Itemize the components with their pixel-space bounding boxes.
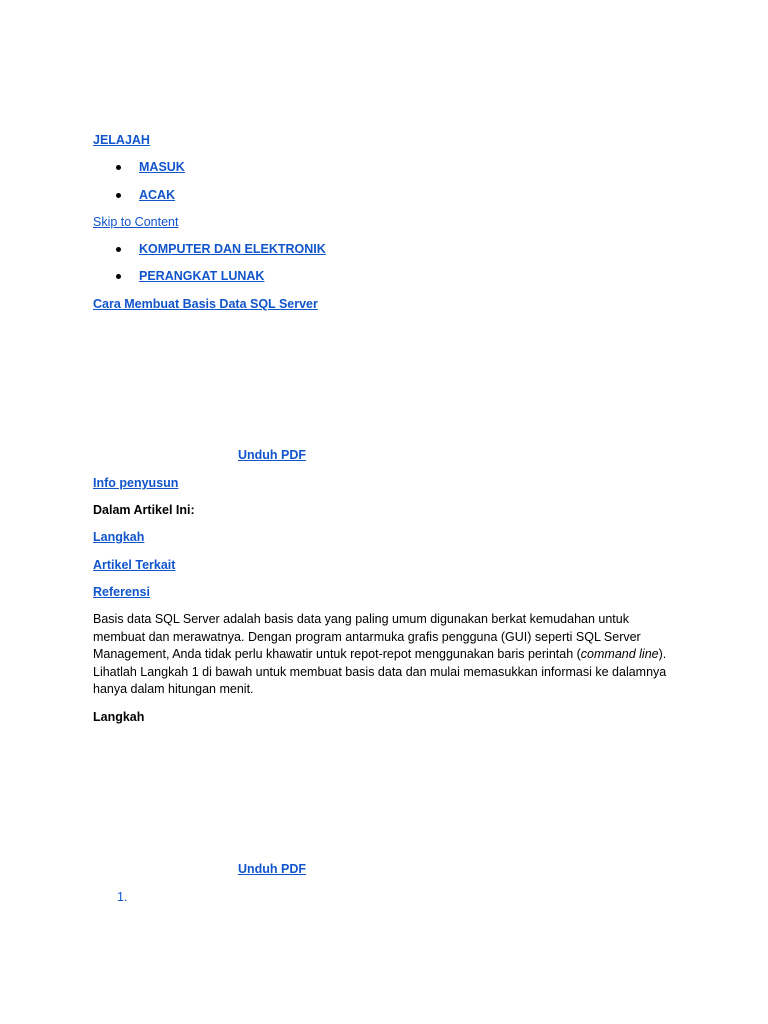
- intro-italic-term: command line: [580, 647, 659, 661]
- intro-text: Basis data SQL Server adalah basis data yang paling umum digunakan berkat kemudahan untuk membuat dan merawatnya. Dengan program antarmuka grafis pengguna (GUI) seperti SQL Server Management, Anda tidak perlu khawatir untuk repot-repot menggunakan baris perintah (: [93, 612, 641, 661]
- download-pdf-link-2[interactable]: Unduh PDF: [238, 862, 307, 876]
- bullet: [116, 247, 121, 252]
- toc-heading: Dalam Artikel Ini:: [93, 503, 195, 517]
- toc-item-related-articles-link[interactable]: Artikel Terkait: [93, 558, 176, 572]
- bullet: [116, 274, 121, 279]
- category-computers-electronics-link[interactable]: KOMPUTER DAN ELEKTRONIK: [139, 242, 326, 256]
- intro-text-end: ). Lihatlah Langkah 1 di bawah untuk membuat basis data dan mulai memasukkan informasi ke dalamnya hanya dalam hitungan menit.: [93, 647, 667, 696]
- article-title-link[interactable]: Cara Membuat Basis Data SQL Server: [93, 297, 318, 311]
- toc-item-references-link[interactable]: Referensi: [93, 585, 150, 599]
- nav-item-acak[interactable]: ACAK: [139, 188, 176, 202]
- skip-to-content-link[interactable]: Skip to Content: [93, 215, 179, 229]
- steps-heading: Langkah: [93, 710, 145, 724]
- step-number: 1.: [117, 890, 128, 904]
- explore-link[interactable]: JELAJAH: [93, 133, 150, 147]
- toc-item-steps-link[interactable]: Langkah: [93, 530, 145, 544]
- bullet: [116, 193, 121, 198]
- nav-item-masuk[interactable]: MASUK: [139, 160, 185, 174]
- intro-paragraph: [93, 611, 673, 699]
- bullet: [116, 165, 121, 170]
- download-pdf-link[interactable]: Unduh PDF: [238, 448, 307, 462]
- author-info-link[interactable]: Info penyusun: [93, 476, 179, 490]
- category-software-link[interactable]: PERANGKAT LUNAK: [139, 269, 265, 283]
